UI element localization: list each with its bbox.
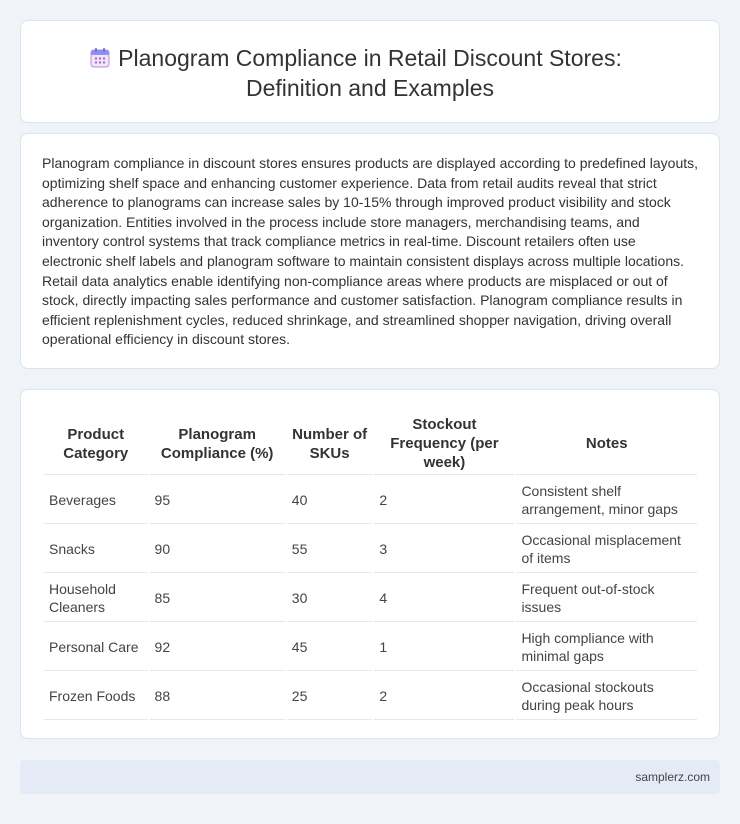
table-row [44, 673, 697, 720]
intro-paragraph: Planogram compliance in discount stores ensures products are displayed according to predefined layouts, optimizing shelf space and enhancing customer experience. Data from retail audits reveal that strict adherence to planograms can increase sales by 10-15% through improved product visibility and stock organization. Entities involved in the process include store managers, merchandising teams, and inventory control systems that track compliance metrics in real-time. Discount retailers often use electronic shelf labels and planogram software to maintain consistent displays across multiple locations. Retail data analytics enable identifying non-compliance areas where products are misplaced or out of stock, directly impacting sales performance and customer satisfaction. Planogram compliance results in efficient replenishment cycles, reduced shrinkage, and streamlined shopper navigation, driving overall operational efficiency in discount stores. [42, 155, 699, 348]
cell-skus: 30 [287, 575, 373, 622]
cell-stockout: 2 [374, 673, 514, 720]
table-header-row [44, 413, 697, 475]
table-row [44, 526, 697, 573]
cell-notes: Consistent shelf arrangement, minor gaps [516, 477, 697, 524]
header-planogram-compliance: Planogram Compliance (%) [150, 413, 285, 475]
table-row [44, 477, 697, 524]
cell-stockout: 4 [374, 575, 514, 622]
cell-notes: Occasional misplacement of items [516, 526, 697, 573]
intro-card [20, 133, 720, 369]
cell-category: Beverages [44, 477, 148, 524]
cell-notes: High compliance with minimal gaps [516, 624, 697, 671]
table-row [44, 575, 697, 622]
cell-stockout: 1 [374, 624, 514, 671]
cell-category: Frozen Foods [44, 673, 148, 720]
cell-compliance: 90 [150, 526, 285, 573]
cell-compliance: 88 [150, 673, 285, 720]
footer-bar [20, 760, 720, 794]
footer-brand-link[interactable]: samplerz.com [635, 770, 710, 784]
cell-notes: Frequent out-of-stock issues [516, 575, 697, 622]
page-title [21, 43, 719, 103]
cell-stockout: 2 [374, 477, 514, 524]
calendar-icon [89, 47, 111, 69]
header-number-of-skus: Number of SKUs [287, 413, 373, 475]
cell-skus: 45 [287, 624, 373, 671]
cell-skus: 55 [287, 526, 373, 573]
cell-compliance: 92 [150, 624, 285, 671]
title-line-1: Planogram Compliance in Retail Discount Stores: [118, 45, 622, 71]
table-row [44, 624, 697, 671]
cell-compliance: 95 [150, 477, 285, 524]
cell-notes: Occasional stockouts during peak hours [516, 673, 697, 720]
cell-compliance: 85 [150, 575, 285, 622]
cell-category: Personal Care [44, 624, 148, 671]
header-product-category: Product Category [44, 413, 148, 475]
header-notes: Notes [516, 413, 697, 475]
header-card [20, 20, 720, 123]
cell-category: Household Cleaners [44, 575, 148, 622]
cell-skus: 25 [287, 673, 373, 720]
cell-stockout: 3 [374, 526, 514, 573]
compliance-table [42, 411, 699, 722]
table-card [20, 389, 720, 739]
cell-category: Snacks [44, 526, 148, 573]
title-line-2: Definition and Examples [245, 75, 495, 101]
cell-skus: 40 [287, 477, 373, 524]
header-stockout-frequency: Stockout Frequency (per week) [374, 413, 514, 475]
